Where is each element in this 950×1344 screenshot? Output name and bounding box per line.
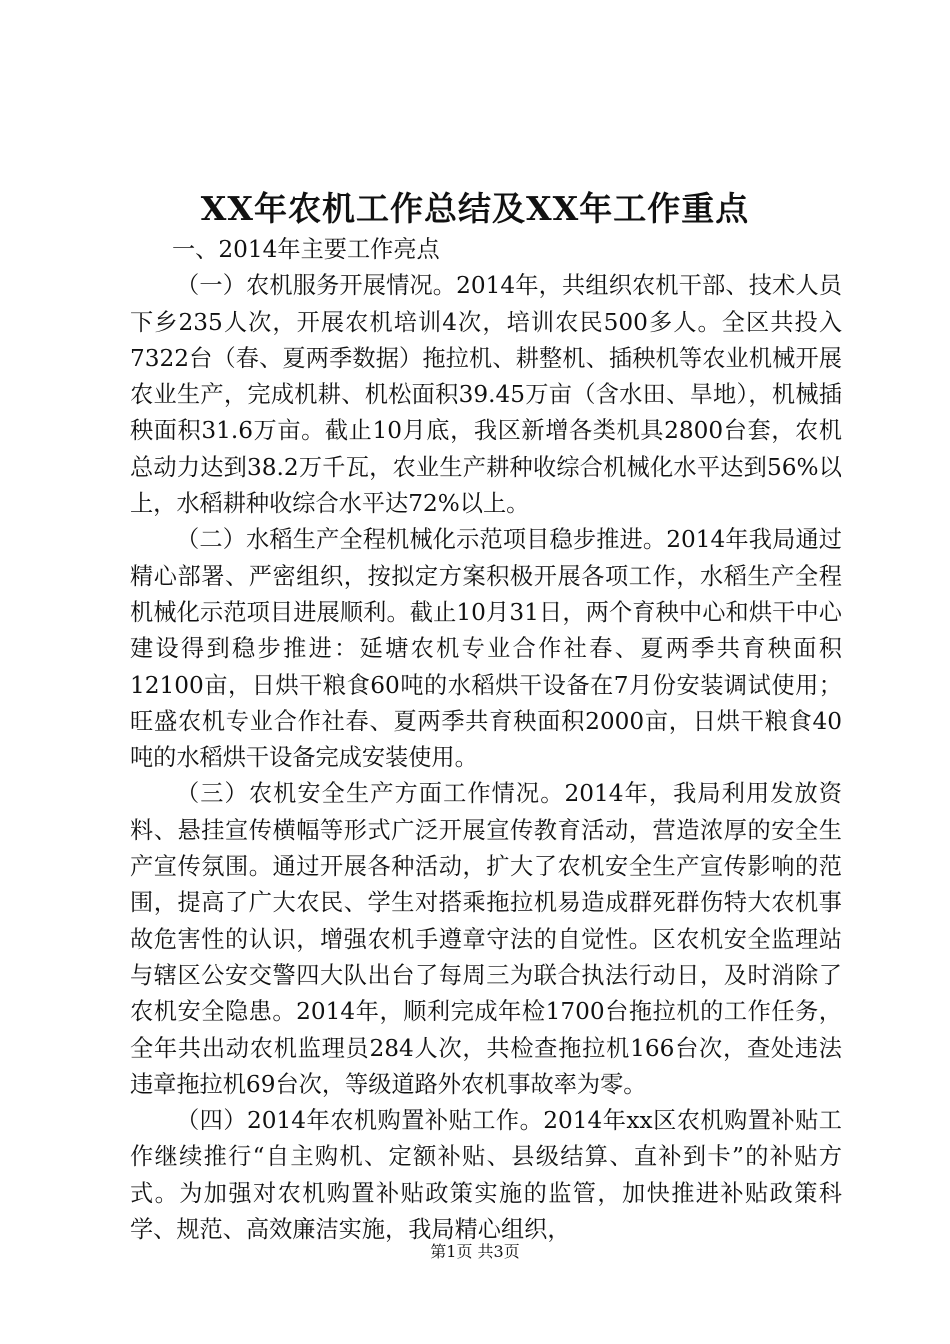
paragraph-1: （一）农机服务开展情况。2014年，共组织农机干部、技术人员下乡235人次，开展农机培训4次，培训农民500多人。全区共投入7322台（春、夏两季数据）拖拉机、耕整机、插秧机等农业机械开展农业生产，完成机耕、机松面积39.45万亩（含水田、旱地），机械插秧面积31.6万亩。截止10月底，我区新增各类机具2800台套，农机总动力达到38.2万千瓦，农业生产耕种收综合机械化水平达到56%以上，水稻耕种收综合水平达72%以上。 <box>130 272 842 518</box>
section-heading: 一、2014年主要工作亮点 <box>172 236 440 263</box>
paragraph-2: （二）水稻生产全程机械化示范项目稳步推进。2014年我局通过精心部署、严密组织，按拟定方案积极开展各项工作，水稻生产全程机械化示范项目进展顺利。截止10月31日，两个育秧中心和烘干中心建设得到稳步推进：延塘农机专业合作社春、夏两季共育秧面积12100亩，日烘干粮食60吨的水稻烘干设备在7月份安装调试使用；旺盛农机专业合作社春、夏两季共育秧面积2000亩，日烘干粮食40吨的水稻烘干设备完成安装使用。 <box>130 526 842 772</box>
page-footer: 第1页 共3页 <box>430 1242 520 1261</box>
paragraph-4: （四）2014年农机购置补贴工作。2014年xx区农机购置补贴工作继续推行“自主购机、定额补贴、县级结算、直补到卡”的补贴方式。为加强对农机购置补贴政策实施的监管，加快推进补贴政策科学、规范、高效廉洁实施，我局精心组织， <box>130 1107 842 1244</box>
document-title: XX年农机工作总结及XX年工作重点 <box>200 189 750 228</box>
document-body <box>130 232 842 1248</box>
paragraph-3: （三）农机安全生产方面工作情况。2014年，我局利用发放资料、悬挂宣传横幅等形式广泛开展宣传教育活动，营造浓厚的安全生产宣传氛围。通过开展各种活动，扩大了农机安全生产宣传影响的范围，提高了广大农民、学生对搭乘拖拉机易造成群死群伤特大农机事故危害性的认识，增强农机手遵章守法的自觉性。区农机安全监理站与辖区公安交警四大队出台了每周三为联合执法行动日，及时消除了农机安全隐患。2014年，顺利完成年检1700台拖拉机的工作任务，全年共出动农机监理员284人次，共检查拖拉机166台次，查处违法违章拖拉机69台次，等级道路外农机事故率为零。 <box>130 780 842 1098</box>
